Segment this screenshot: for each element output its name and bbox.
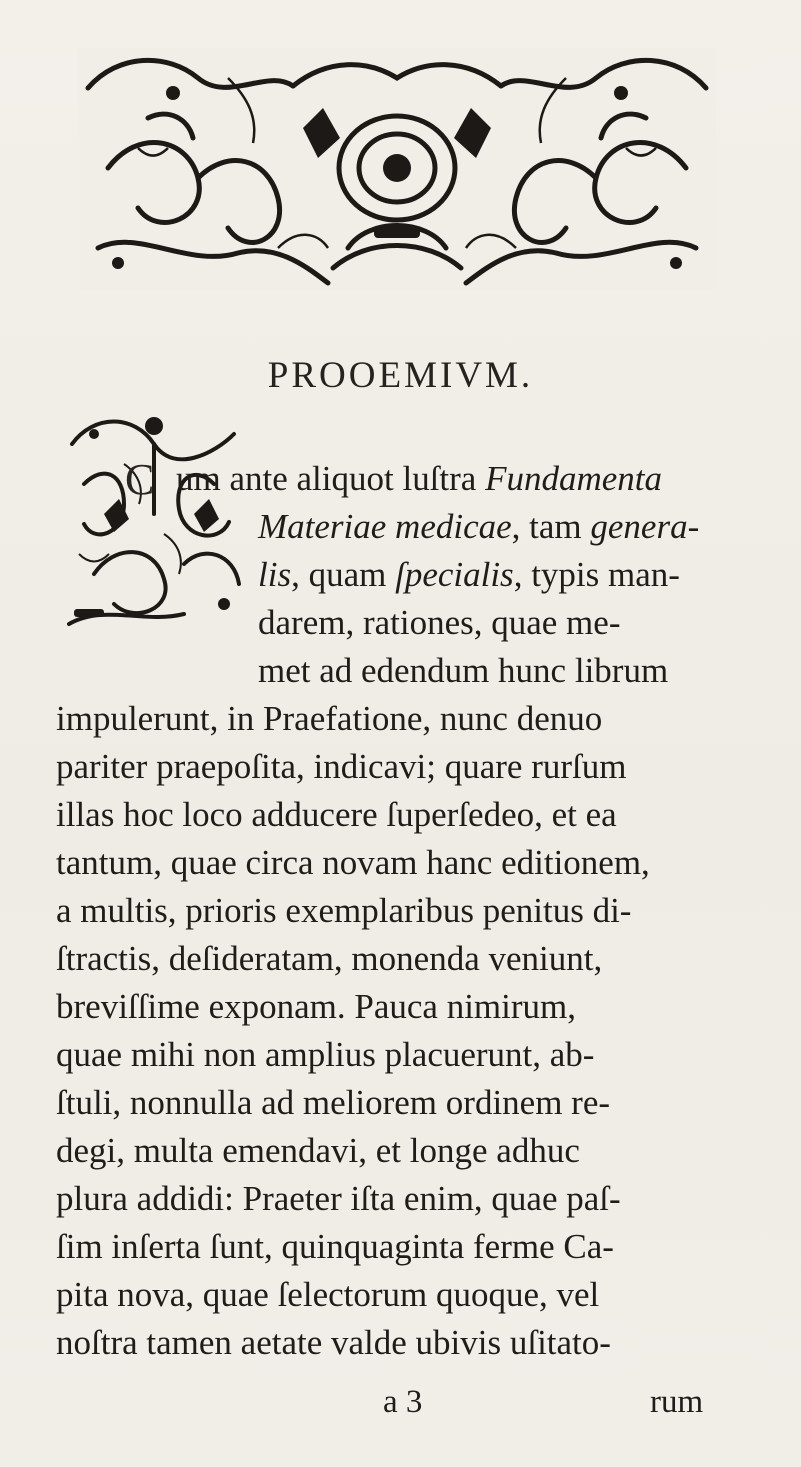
chapter-title: PROOEMIVM. — [267, 355, 534, 396]
text-line — [56, 1225, 614, 1269]
text-segment: pita nova, quae ſelectorum quoque, vel — [56, 1275, 600, 1314]
headpiece-ornament — [78, 48, 716, 290]
text-segment: breviſſime exponam. Pauca nimirum, — [56, 987, 577, 1026]
text-segment: degi, multa emendavi, et longe adhuc — [56, 1131, 580, 1170]
text-line — [56, 1273, 599, 1317]
text-segment: , quam — [291, 555, 396, 594]
text-segment: pariter praepoſita, indicavi; quare rurſum — [56, 747, 627, 786]
signature-mark: a 3 — [383, 1384, 423, 1420]
text-line — [56, 985, 576, 1029]
text-line — [56, 793, 617, 837]
text-segment: illas hoc loco adducere ſuperſedeo, et ea — [56, 795, 617, 834]
italic-segment: genera- — [590, 507, 700, 546]
text-line — [56, 937, 602, 981]
text-segment: , typis man- — [513, 555, 680, 594]
text-segment: um ante aliquot luſtra — [176, 459, 486, 498]
italic-segment: lis — [258, 555, 292, 594]
text-segment: a multis, prioris exemplaribus penitus di- — [56, 891, 632, 930]
text-segment: met ad edendum hunc librum — [258, 651, 669, 690]
text-line — [258, 601, 620, 645]
italic-segment: Materiae medicae — [258, 507, 512, 546]
text-line — [56, 841, 650, 885]
text-segment: quae mihi non amplius placuerunt, ab- — [56, 1035, 595, 1074]
text-line — [258, 649, 668, 693]
text-line — [56, 1081, 610, 1125]
text-segment: ſtuli, nonnulla ad meliorem ordinem re- — [56, 1083, 611, 1122]
text-segment: plura addidi: Praeter iſta enim, quae paſ- — [56, 1179, 621, 1218]
text-line — [56, 1177, 621, 1221]
text-segment: tantum, quae circa novam hanc editionem, — [56, 843, 650, 882]
text-line — [258, 505, 699, 549]
text-line — [56, 1033, 594, 1077]
text-line — [56, 1321, 611, 1365]
text-segment: darem, rationes, quae me- — [258, 603, 621, 642]
text-segment: ſim inſerta ſunt, quinquaginta ferme Ca- — [56, 1227, 614, 1266]
text-segment: , tam — [511, 507, 591, 546]
text-segment: impulerunt, in Praefatione, nunc denuo — [56, 699, 603, 738]
text-line — [56, 745, 626, 789]
text-line — [56, 697, 602, 741]
text-line — [176, 457, 662, 501]
text-line — [56, 1129, 580, 1173]
italic-segment: Fundamenta — [485, 459, 663, 498]
text-segment: ſtractis, deſideratam, monenda veniunt, — [56, 939, 603, 978]
text-line — [56, 889, 631, 933]
text-line — [258, 553, 680, 597]
text-segment: noſtra tamen aetate valde ubivis uſitato- — [56, 1323, 611, 1362]
italic-segment: ſpecialis — [395, 555, 514, 594]
initial-letter: C — [125, 455, 155, 504]
decorated-initial-ornament — [64, 404, 248, 630]
catchword: rum — [650, 1384, 704, 1420]
